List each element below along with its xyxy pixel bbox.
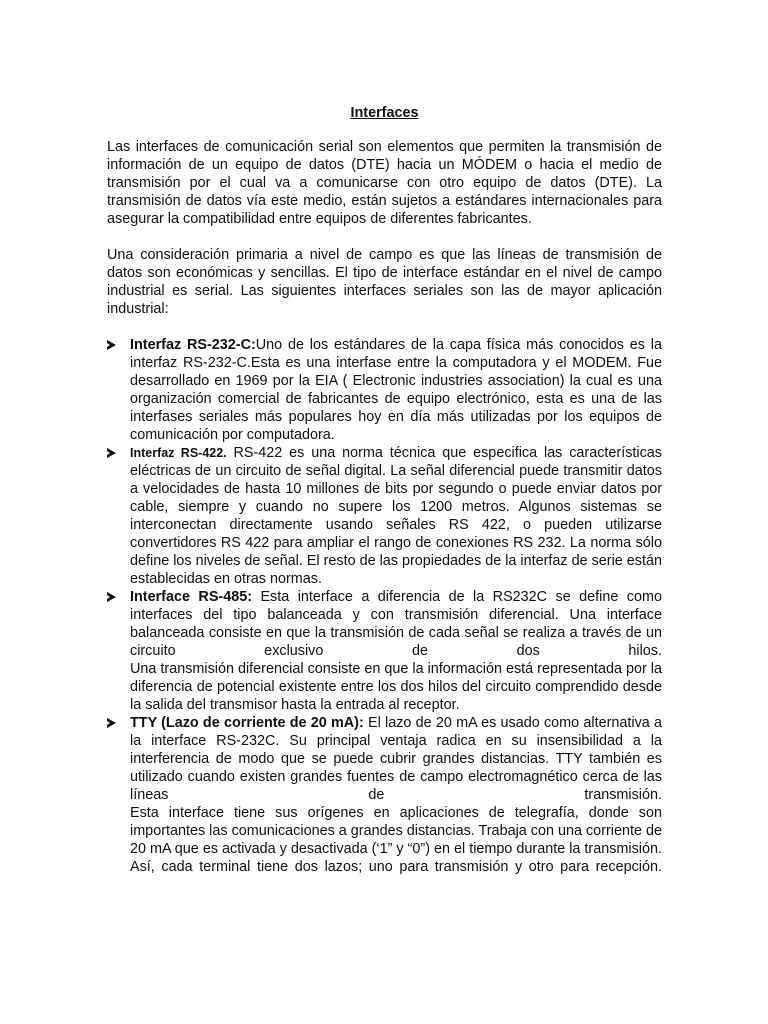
list-item-rs422 (107, 444, 662, 588)
list-item-rs232c (107, 336, 662, 444)
interfaces-list (107, 336, 662, 876)
list-item-tty (107, 714, 662, 876)
bullet-text: Uno de los estándares de la capa física más conocidos es la interfaz RS-232-C.Esta es una interfase entre la computadora y el MODEM. Fue desarrollado en 1969 por la EIA ( Electronic industries association) la cual es una organización comercial de fabricantes de equipo electrónico, esta es una de las interfases seriales más populares hoy en día más utilizadas por los equipos de comunicación por computadora. (130, 337, 662, 443)
bullet-term: Interfaz RS-232-C: (130, 337, 256, 353)
bullet-text-continued: Una transmisión diferencial consiste en que la información está representada por la diferencia de potencial existente entre los dos hilos del circuito comprendido desde la salida del transmisor hasta la entrada al receptor. (130, 661, 662, 713)
bullet-term: Interface RS-485: (130, 589, 253, 605)
document-title: Interfaces (350, 105, 419, 121)
intro-paragraph-2: Una consideración primaria a nivel de campo es que las líneas de transmisión de datos son económicas y sencillas. El tipo de interface estándar en el nivel de campo industrial es serial. Las siguientes interfaces seriales son las de mayor aplicación industrial: (107, 247, 662, 317)
arrow-bullet-icon (107, 340, 116, 350)
bullet-paragraph (130, 588, 662, 660)
bullet-text-continued: Esta interface tiene sus orígenes en aplicaciones de telegrafía, donde son importantes las comunicaciones a grandes distancias. Trabaja con una corriente de 20 mA que es activada y desactivada (‘1” y “0”) en el tiempo durante la transmisión. Así, cada terminal tiene dos lazos; uno para transmisión y otro para recepción. (130, 805, 662, 875)
arrow-bullet-icon (107, 592, 116, 602)
arrow-bullet-icon (107, 448, 116, 458)
arrow-bullet-icon (107, 718, 116, 728)
list-item-rs485 (107, 588, 662, 714)
bullet-text: El lazo de 20 mA es usado como alternativa a la interface RS-232C. Su principal ventaja radica en su insensibilidad a la interferencia de modo que se puede cubrir grandes distancias. TTY también es utilizado cuando existen grandes fuentes de campo electromagnético cerca de las líneas de transmisión. (130, 715, 662, 803)
intro-paragraph-1: Las interfaces de comunicación serial son elementos que permiten la transmisión de información de un equipo de datos (DTE) hacia un MÓDEM o hacia el medio de transmisión por el cual va a comunicarse con otro equipo de datos (DTE). La transmisión de datos vía este medio, están sujetos a estándares internacionales para asegurar la compatibilidad entre equipos de diferentes fabricantes. (107, 139, 662, 227)
document-page (107, 104, 662, 876)
bullet-paragraph (130, 714, 662, 804)
bullet-text: Esta interface a diferencia de la RS232C se define como interfaces del tipo balanceada y con transmisión diferencial. Una interface balanceada consiste en que la transmisión de cada señal se realiza a través de un circuito exclusivo de dos hilos. (130, 589, 662, 659)
bullet-term: Interfaz RS-422. (130, 446, 227, 460)
bullet-text: RS-422 es una norma técnica que especifica las características eléctricas de un circuito de señal digital. La señal diferencial puede transmitir datos a velocidades de hasta 10 millones de bits por segundo o puede enviar datos por cable, siempre y cuando no supere los 1200 metros. Algunos sistemas se interconectan directamente usando señales RS 422, o pueden utilizarse convertidores RS 422 para ampliar el rango de conexiones RS 232. La norma sólo define los niveles de señal. El resto de las propiedades de la interfaz de serie están establecidas en otras normas. (130, 445, 662, 587)
bullet-term: TTY (Lazo de corriente de 20 mA): (130, 715, 364, 731)
